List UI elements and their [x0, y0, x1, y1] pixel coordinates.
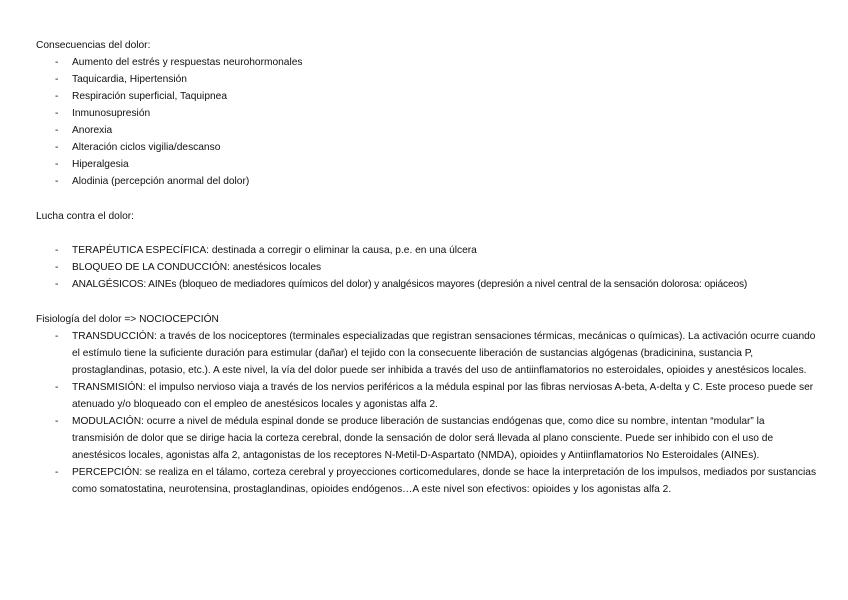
fisiologia-list: [36, 328, 826, 498]
list-item-text: Alteración ciclos vigilia/descanso: [72, 142, 221, 153]
list-item: [36, 71, 826, 88]
list-item: [36, 88, 826, 105]
list-item-text: Alodinia (percepción anormal del dolor): [72, 176, 250, 187]
list-item-text: Inmunosupresión: [72, 108, 151, 119]
section-fisiologia: [36, 311, 826, 498]
list-item: [36, 328, 826, 379]
consecuencias-list: [36, 54, 826, 190]
list-item-text: TRANSDUCCIÓN: a través de los nociceptores (terminales especializadas que registran sensaciones térmicas, mecánicas o químicas). La activación ocurre cuando el estímulo tiene la suficiente duración para estimular (dañar) el tejido con la consecuente liberación de sustancias algógenas (bradicinina, sustancia P, prostaglandinas, potasio, etc.). A este nivel, la vía del dolor puede ser inhibida a través del uso de antiinflamatorios no esteroidales, opioides y anestésicos locales.: [72, 331, 816, 376]
list-item: [36, 242, 826, 259]
section-consecuencias: [36, 37, 826, 190]
list-marker: -: [55, 416, 59, 427]
list-item-text: Anorexia: [72, 125, 113, 136]
list-marker: -: [55, 91, 59, 102]
list-marker: -: [55, 382, 59, 393]
section-heading: Consecuencias del dolor:: [36, 40, 151, 51]
section-lucha: [36, 208, 826, 293]
list-item: [36, 413, 826, 464]
list-item: [36, 276, 826, 293]
list-marker: -: [55, 331, 59, 342]
list-item: [36, 379, 826, 413]
list-item-text: TRANSMISIÓN: el impulso nervioso viaja a través de los nervios periféricos a la médula espinal por las fibras nerviosas A-beta, A-delta y C. Este proceso puede ser atenuado y/o bloqueado con el empleo de anestésicos locales y agonistas alfa 2.: [72, 382, 814, 410]
list-item-text: BLOQUEO DE LA CONDUCCIÓN: anestésicos locales: [72, 262, 322, 273]
list-marker: -: [55, 125, 59, 136]
list-marker: -: [55, 467, 59, 478]
list-item: [36, 173, 826, 190]
list-item-text: Taquicardia, Hipertensión: [72, 74, 187, 85]
list-marker: -: [55, 279, 59, 290]
list-marker: -: [55, 262, 59, 273]
list-item-text: Aumento del estrés y respuestas neurohormonales: [72, 57, 303, 68]
list-item: [36, 464, 826, 498]
list-item-text: PERCEPCIÓN: se realiza en el tálamo, corteza cerebral y proyecciones corticomedulares, donde se hace la interpretación de los impulsos, mediados por sustancias como somatostatina, neurotensina, prostaglandinas, opioides endógenos…A este nivel son efectivos: opioides y los agonistas alfa 2.: [72, 467, 817, 495]
list-marker: -: [55, 74, 59, 85]
list-marker: -: [55, 142, 59, 153]
list-item: [36, 105, 826, 122]
list-marker: -: [55, 159, 59, 170]
blank-line: [36, 225, 826, 242]
list-marker: -: [55, 57, 59, 68]
list-item: [36, 139, 826, 156]
section-heading: Fisiología del dolor => NOCIOCEPCIÓN: [36, 314, 219, 325]
list-item-text: MODULACIÓN: ocurre a nivel de médula espinal donde se produce liberación de sustancias endógenas que, como dice su nombre, intentan “modular” la transmisión de dolor que se dirige hacia la corteza cerebral, donde la sensación de dolor será llevada al plano consciente. Puede ser inhibido con el uso de anestésicos locales, agonistas alfa 2, antagonistas de los receptores N-Metil-D-Aspartato (NMDA), opioides y Antiinflamatorios No Esteroidales (AINEs).: [72, 416, 774, 461]
list-item-text: Respiración superficial, Taquipnea: [72, 91, 227, 102]
list-item: [36, 259, 826, 276]
list-item-text: ANALGÉSICOS: AINEs (bloqueo de mediadores químicos del dolor) y analgésicos mayores (depresión a nivel central de la sensación dolorosa: opiáceos): [72, 279, 748, 290]
list-item: [36, 122, 826, 139]
list-marker: -: [55, 245, 59, 256]
list-item-text: TERAPÉUTICA ESPECÍFICA: destinada a corregir o eliminar la causa, p.e. en una úlcera: [72, 245, 477, 256]
list-item: [36, 54, 826, 71]
list-marker: -: [55, 176, 59, 187]
list-marker: -: [55, 108, 59, 119]
lucha-list: [36, 242, 826, 293]
list-item: [36, 156, 826, 173]
list-item-text: Hiperalgesia: [72, 159, 129, 170]
section-heading: Lucha contra el dolor:: [36, 211, 134, 222]
